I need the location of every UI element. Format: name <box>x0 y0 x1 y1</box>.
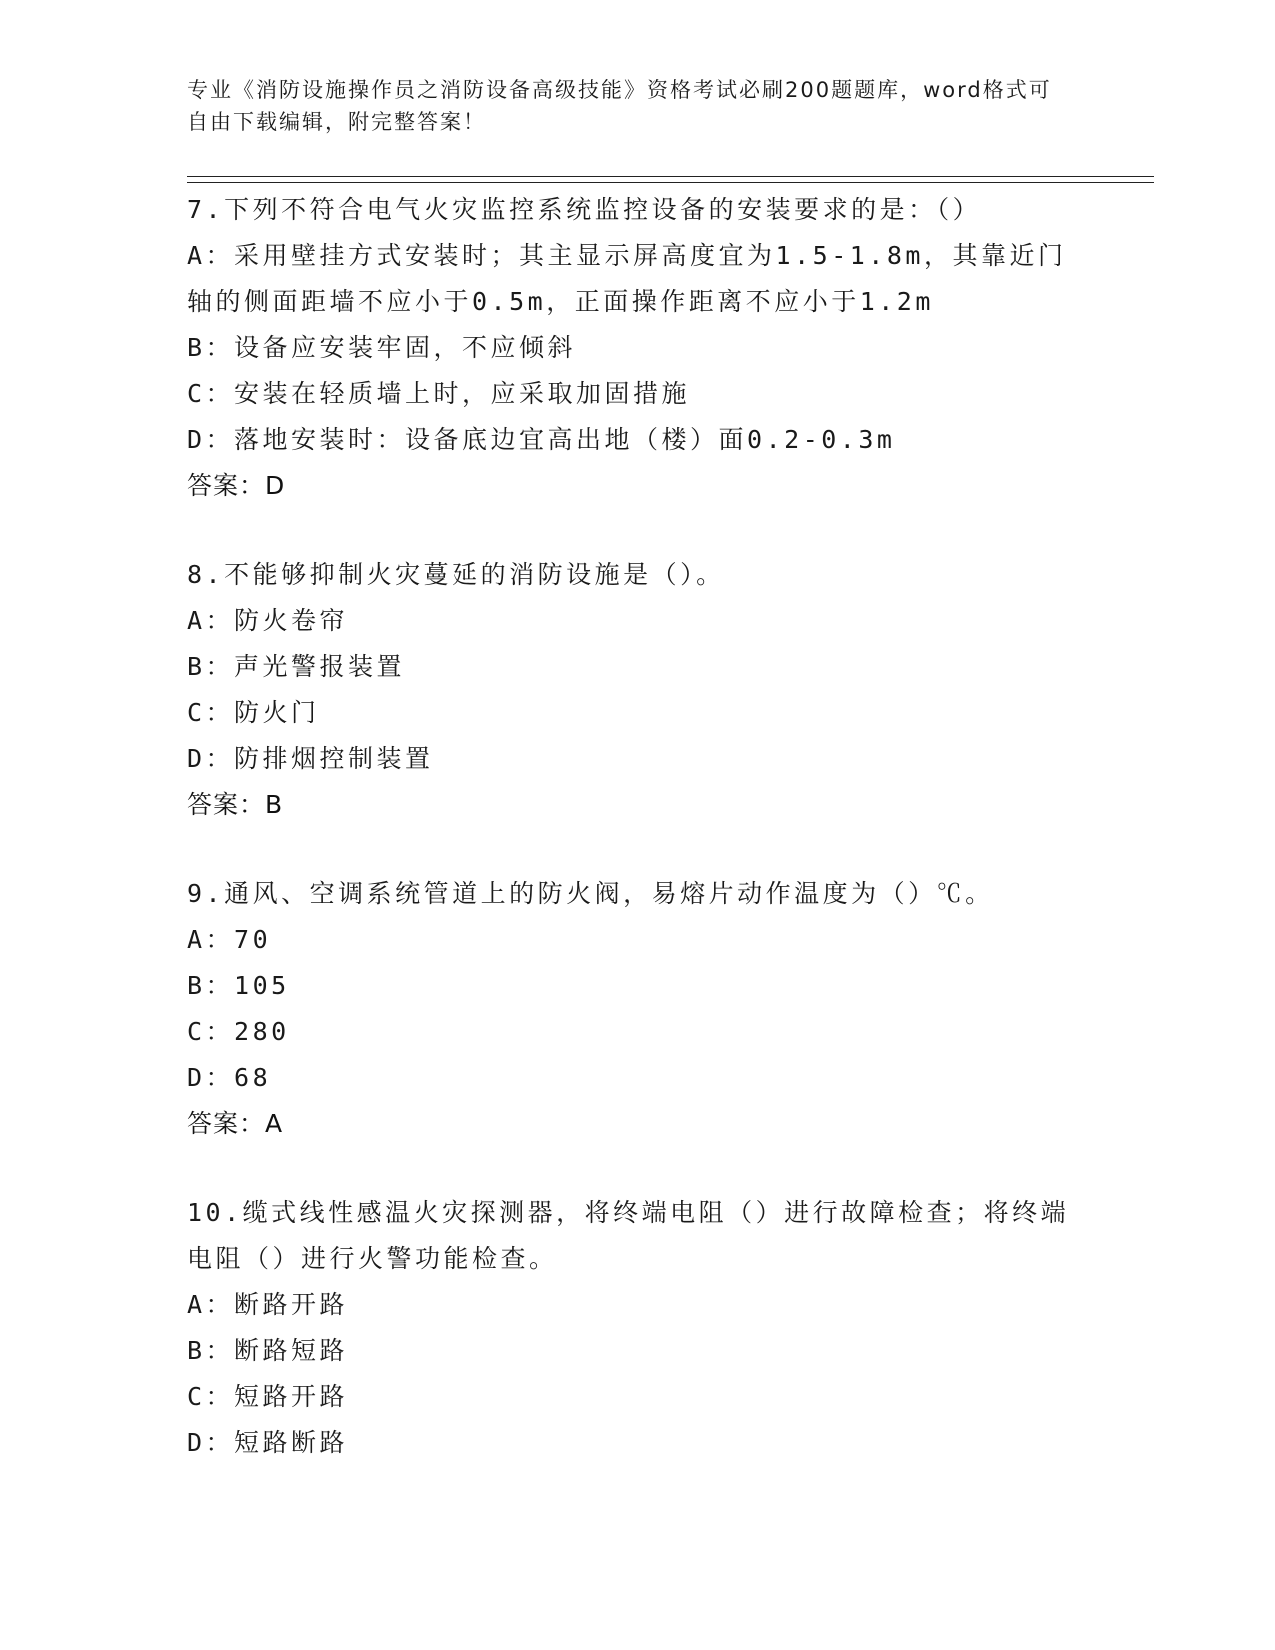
question-9 <box>187 871 1087 1147</box>
document-header: 专业《消防设施操作员之消防设备高级技能》资格考试必刷200题题库，word格式可自由下载编辑，附完整答案！ <box>187 78 1052 134</box>
answer: 答案：B <box>187 790 284 819</box>
option-c: C：安装在轻质墙上时，应采取加固措施 <box>187 379 691 408</box>
option-c: C：280 <box>187 1017 290 1046</box>
question-7 <box>187 187 1087 509</box>
header-divider-top <box>187 176 1154 177</box>
option-d: D：短路断路 <box>187 1428 349 1457</box>
option-d: D：68 <box>187 1063 272 1092</box>
option-b: B：断路短路 <box>187 1336 349 1365</box>
option-d: D：防排烟控制装置 <box>187 744 434 773</box>
question-stem: 9.通风、空调系统管道上的防火阀，易熔片动作温度为（）℃。 <box>187 879 994 908</box>
question-stem: 8.不能够抑制火灾蔓延的消防设施是（）。 <box>187 560 725 589</box>
option-a: A：断路开路 <box>187 1290 349 1319</box>
option-b: B：设备应安装牢固，不应倾斜 <box>187 333 577 362</box>
question-stem: 10.缆式线性感温火灾探测器，将终端电阻（）进行故障检查；将终端电阻（）进行火警功能检查。 <box>187 1198 1070 1273</box>
option-a: A：防火卷帘 <box>187 606 349 635</box>
answer: 答案：A <box>187 1109 284 1138</box>
option-b: B：声光警报装置 <box>187 652 406 681</box>
question-8 <box>187 552 1087 828</box>
question-10 <box>187 1190 1087 1466</box>
option-c: C：短路开路 <box>187 1382 349 1411</box>
answer: 答案：D <box>187 471 286 500</box>
option-d: D：落地安装时：设备底边宜高出地（楼）面0.2-0.3m <box>187 425 896 454</box>
option-a: A：采用壁挂方式安装时；其主显示屏高度宜为1.5-1.8m，其靠近门轴的侧面距墙不应小于0.5m，正面操作距离不应小于1.2m <box>187 241 1067 316</box>
option-c: C：防火门 <box>187 698 320 727</box>
header-divider-bottom <box>187 182 1154 183</box>
option-a: A：70 <box>187 925 272 954</box>
option-b: B：105 <box>187 971 290 1000</box>
question-stem: 7.下列不符合电气火灾监控系统监控设备的安装要求的是：（） <box>187 195 982 224</box>
